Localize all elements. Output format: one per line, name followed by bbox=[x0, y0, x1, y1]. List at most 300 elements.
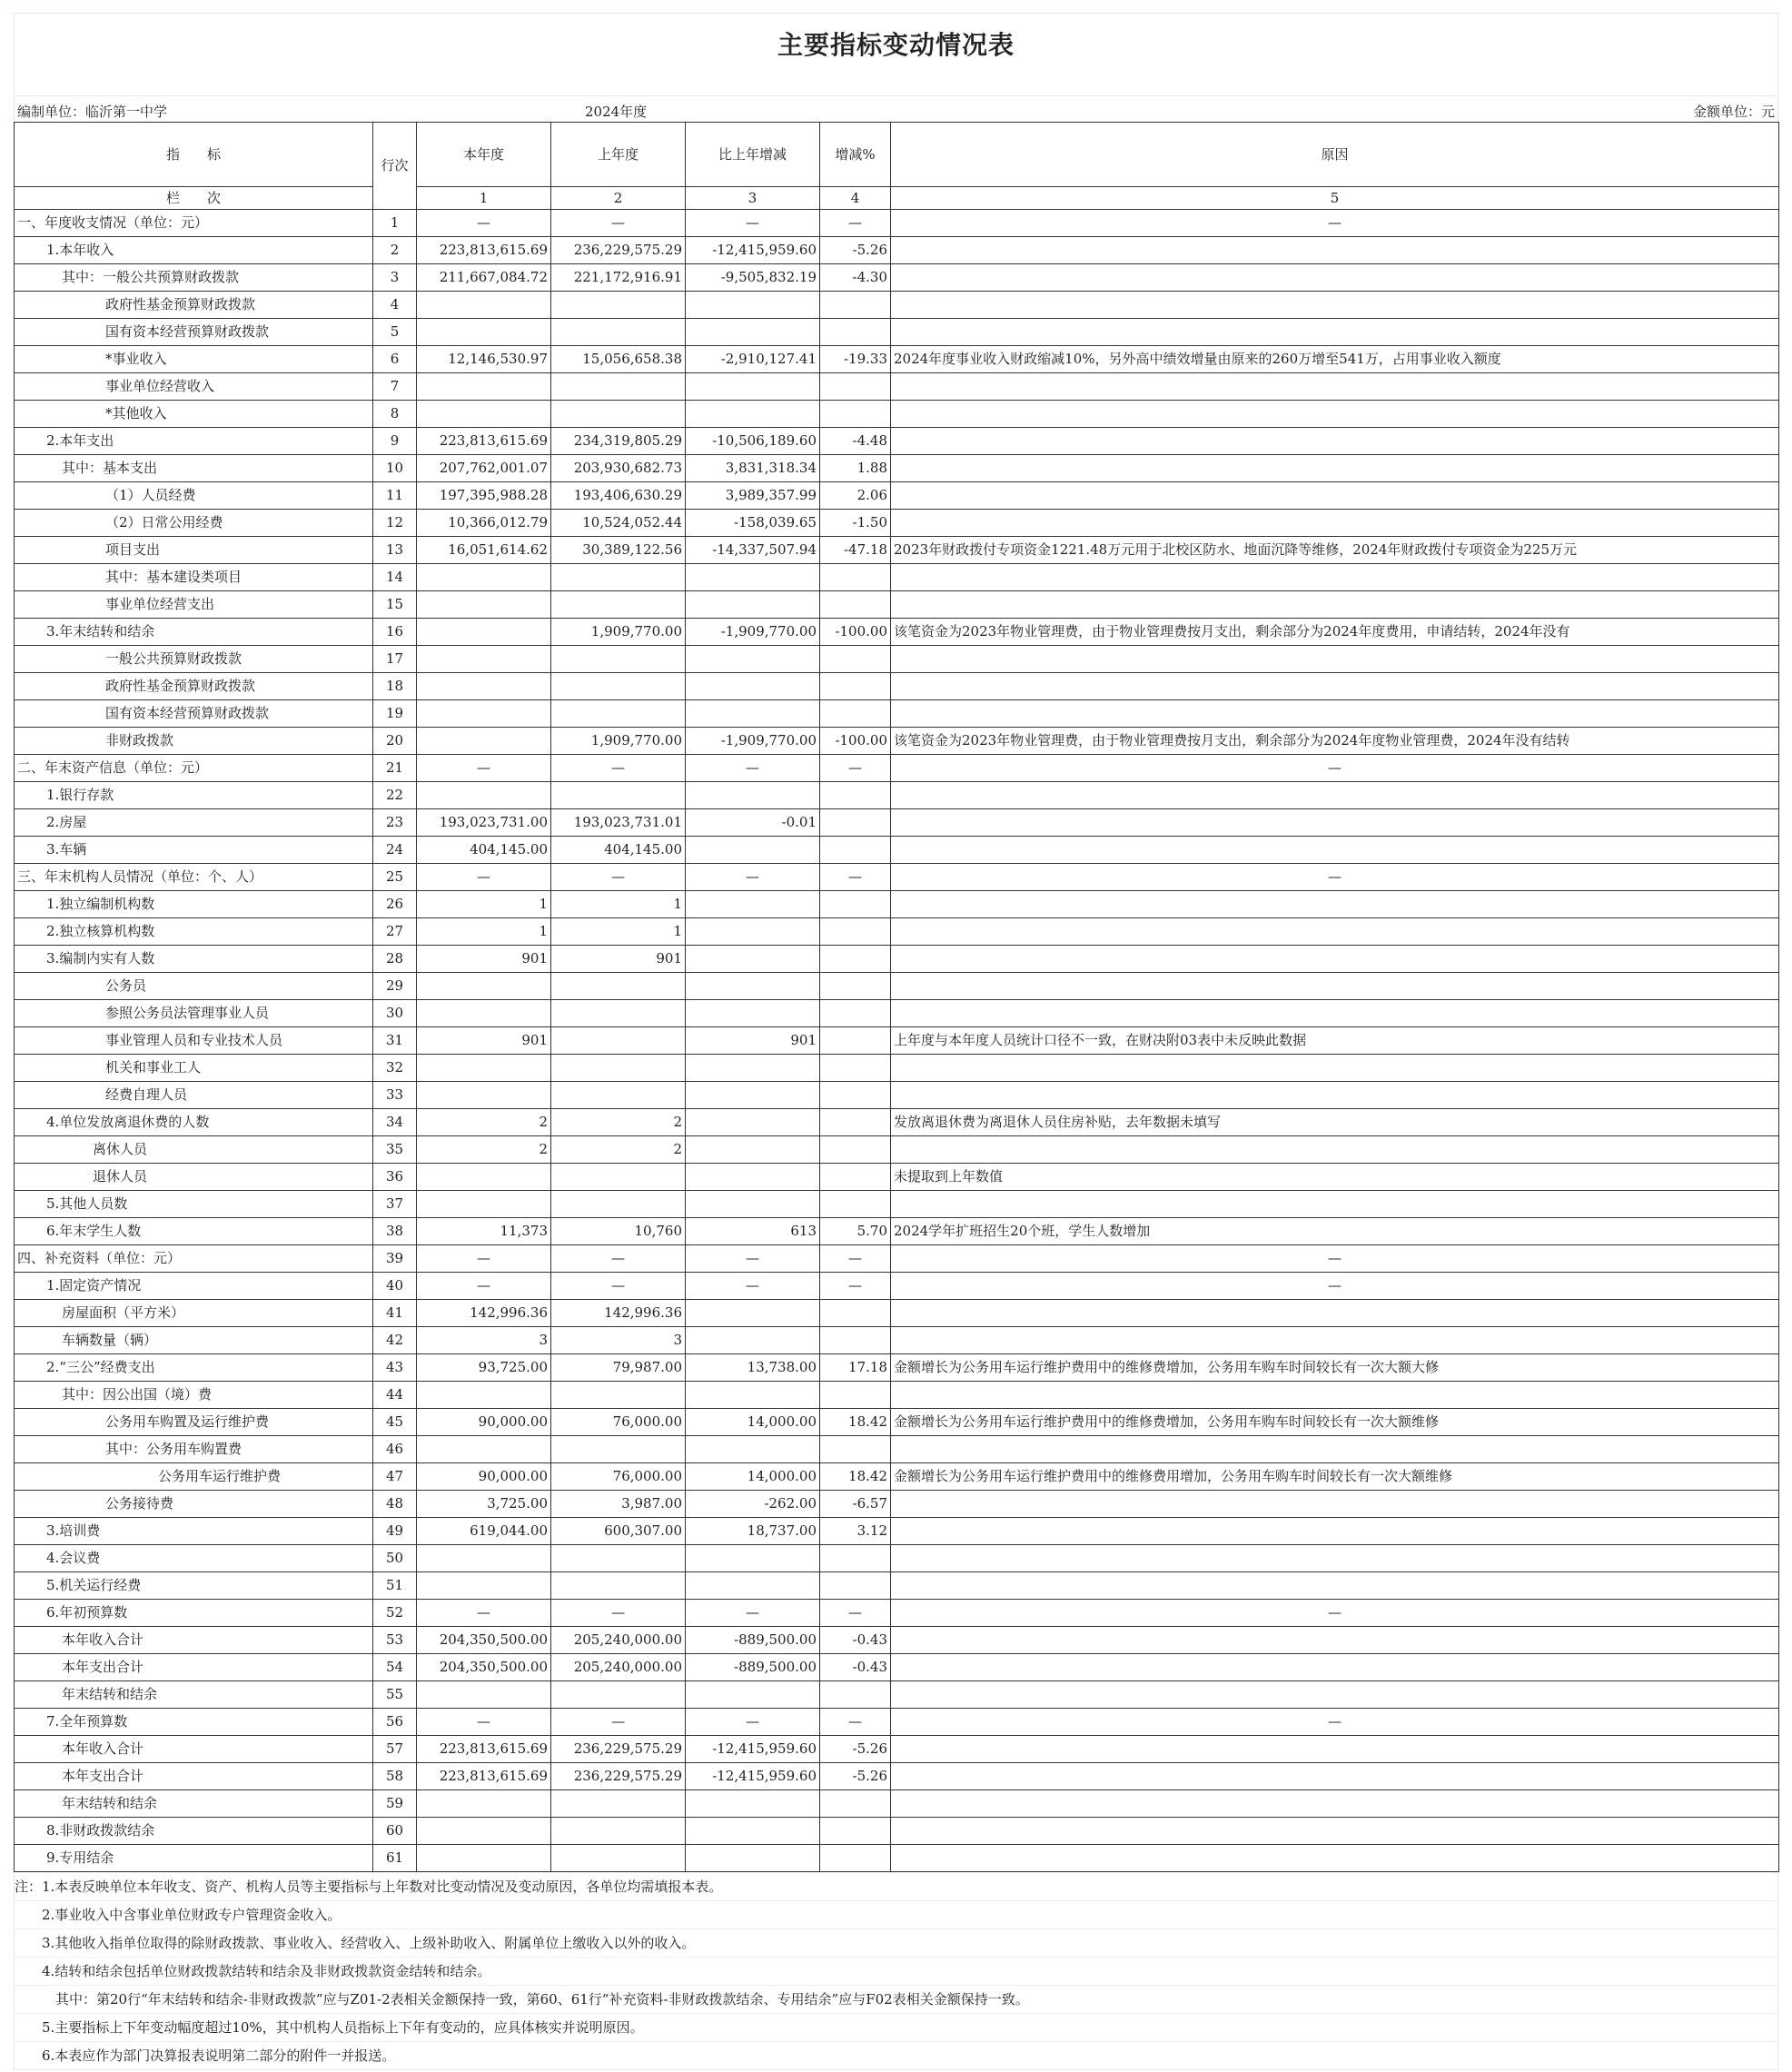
table-row bbox=[15, 482, 1779, 510]
change-pct-cell bbox=[820, 1191, 891, 1218]
header-reason: 原因 bbox=[891, 123, 1779, 187]
current-year-cell: 3 bbox=[417, 1327, 551, 1354]
row-number-cell: 50 bbox=[373, 1545, 417, 1572]
current-year-cell: 16,051,614.62 bbox=[417, 537, 551, 564]
change-cell bbox=[686, 1164, 820, 1191]
table-row bbox=[15, 1055, 1779, 1082]
previous-year-cell: 3,987.00 bbox=[551, 1491, 686, 1518]
table-row bbox=[15, 537, 1779, 564]
row-number-cell: 7 bbox=[373, 373, 417, 401]
reason-cell bbox=[891, 1627, 1779, 1654]
reason-cell: 上年度与本年度人员统计口径不一致，在财决附03表中未反映此数据 bbox=[891, 1027, 1779, 1055]
previous-year-cell bbox=[551, 401, 686, 428]
table-row bbox=[15, 373, 1779, 401]
header-indicator: 指 标 bbox=[15, 123, 373, 187]
previous-year-cell: 193,023,731.01 bbox=[551, 809, 686, 837]
indicator-cell: 政府性基金预算财政拨款 bbox=[15, 673, 373, 700]
row-number-cell: 30 bbox=[373, 1000, 417, 1027]
previous-year-cell: 1 bbox=[551, 891, 686, 918]
current-year-cell bbox=[417, 564, 551, 591]
indicator-cell: （1）人员经费 bbox=[15, 482, 373, 510]
change-pct-cell bbox=[820, 918, 891, 946]
change-pct-cell bbox=[820, 1027, 891, 1055]
reason-cell bbox=[891, 1572, 1779, 1600]
previous-year-cell bbox=[551, 1572, 686, 1600]
indicator-cell: 事业管理人员和专业技术人员 bbox=[15, 1027, 373, 1055]
table-row bbox=[15, 1545, 1779, 1572]
table-row bbox=[15, 591, 1779, 619]
reason-cell bbox=[891, 700, 1779, 728]
change-pct-cell bbox=[820, 646, 891, 673]
current-year-cell bbox=[417, 319, 551, 346]
table-row bbox=[15, 1136, 1779, 1164]
previous-year-cell bbox=[551, 564, 686, 591]
table-row bbox=[15, 264, 1779, 292]
previous-year-cell bbox=[551, 1818, 686, 1845]
indicator-cell: 其中：因公出国（境）费 bbox=[15, 1382, 373, 1409]
previous-year-cell bbox=[551, 1000, 686, 1027]
reason-cell bbox=[891, 1491, 1779, 1518]
table-header-row bbox=[15, 123, 1779, 187]
reason-cell bbox=[891, 237, 1779, 264]
change-cell bbox=[686, 1191, 820, 1218]
current-year-cell bbox=[417, 1681, 551, 1709]
row-number-cell: 1 bbox=[373, 210, 417, 237]
indicator-cell: 6.年初预算数 bbox=[15, 1600, 373, 1627]
change-cell bbox=[686, 1382, 820, 1409]
change-pct-cell bbox=[820, 1545, 891, 1572]
row-number-cell: 22 bbox=[373, 782, 417, 809]
current-year-cell: 223,813,615.69 bbox=[417, 428, 551, 455]
change-cell bbox=[686, 1790, 820, 1818]
previous-year-cell bbox=[551, 1790, 686, 1818]
indicator-cell: 4.单位发放离退休费的人数 bbox=[15, 1109, 373, 1136]
indicator-cell: 房屋面积（平方米） bbox=[15, 1300, 373, 1327]
indicator-cell: 1.本年收入 bbox=[15, 237, 373, 264]
row-number-cell: 27 bbox=[373, 918, 417, 946]
row-number-cell: 60 bbox=[373, 1818, 417, 1845]
change-cell bbox=[686, 946, 820, 973]
current-year-cell: 12,146,530.97 bbox=[417, 346, 551, 373]
change-pct-cell bbox=[820, 1000, 891, 1027]
current-year-cell: 93,725.00 bbox=[417, 1354, 551, 1382]
change-cell bbox=[686, 591, 820, 619]
table-row bbox=[15, 1082, 1779, 1109]
table-row bbox=[15, 673, 1779, 700]
row-number-cell: 54 bbox=[373, 1654, 417, 1681]
current-year-cell: 204,350,500.00 bbox=[417, 1627, 551, 1654]
change-pct-cell: -5.26 bbox=[820, 237, 891, 264]
row-number-cell: 17 bbox=[373, 646, 417, 673]
previous-year-cell: 10,760 bbox=[551, 1218, 686, 1245]
previous-year-cell bbox=[551, 1055, 686, 1082]
reason-cell bbox=[891, 1382, 1779, 1409]
indicator-cell: 年末结转和结余 bbox=[15, 1681, 373, 1709]
row-number-cell: 56 bbox=[373, 1709, 417, 1736]
table-row bbox=[15, 864, 1779, 891]
header-change-pct: 增减% bbox=[820, 123, 891, 187]
current-year-cell: 223,813,615.69 bbox=[417, 237, 551, 264]
current-year-cell bbox=[417, 700, 551, 728]
current-year-cell bbox=[417, 1164, 551, 1191]
indicator-cell: *其他收入 bbox=[15, 401, 373, 428]
indicator-cell: 项目支出 bbox=[15, 537, 373, 564]
change-pct-cell bbox=[820, 1055, 891, 1082]
row-number-cell: 11 bbox=[373, 482, 417, 510]
currency-unit: 金额单位：元 bbox=[1692, 104, 1775, 120]
change-cell bbox=[686, 646, 820, 673]
reason-cell bbox=[891, 973, 1779, 1000]
row-number-cell: 21 bbox=[373, 755, 417, 782]
table-row bbox=[15, 1790, 1779, 1818]
current-year-cell bbox=[417, 1382, 551, 1409]
previous-year-cell: 1,909,770.00 bbox=[551, 728, 686, 755]
table-row bbox=[15, 646, 1779, 673]
reason-cell bbox=[891, 1055, 1779, 1082]
change-pct-cell: -100.00 bbox=[820, 728, 891, 755]
reason-cell bbox=[891, 891, 1779, 918]
change-cell: -158,039.65 bbox=[686, 510, 820, 537]
current-year-cell: 11,373 bbox=[417, 1218, 551, 1245]
reason-cell bbox=[891, 1654, 1779, 1681]
current-year-cell bbox=[417, 782, 551, 809]
previous-year-cell: 600,307.00 bbox=[551, 1518, 686, 1545]
current-year-cell: — bbox=[417, 1273, 551, 1300]
change-cell: -0.01 bbox=[686, 809, 820, 837]
reason-cell bbox=[891, 292, 1779, 319]
previous-year-cell: 236,229,575.29 bbox=[551, 1763, 686, 1790]
change-pct-cell: -4.30 bbox=[820, 264, 891, 292]
previous-year-cell: 142,996.36 bbox=[551, 1300, 686, 1327]
change-cell: — bbox=[686, 1245, 820, 1273]
change-pct-cell: -5.26 bbox=[820, 1763, 891, 1790]
footnotes bbox=[14, 1872, 1778, 2070]
indicator-table bbox=[14, 122, 1779, 1872]
change-cell bbox=[686, 373, 820, 401]
reason-cell bbox=[891, 1300, 1779, 1327]
previous-year-cell bbox=[551, 1545, 686, 1572]
change-cell bbox=[686, 1572, 820, 1600]
previous-year-cell: 15,056,658.38 bbox=[551, 346, 686, 373]
change-cell: -1,909,770.00 bbox=[686, 619, 820, 646]
reason-cell bbox=[891, 1681, 1779, 1709]
blank-row bbox=[14, 68, 1778, 96]
footnote-line: 4.结转和结余包括单位财政拨款结转和结余及非财政拨款资金结转和结余。 bbox=[15, 1957, 1777, 1985]
indicator-cell: 公务接待费 bbox=[15, 1491, 373, 1518]
table-row bbox=[15, 1709, 1779, 1736]
previous-year-cell: 404,145.00 bbox=[551, 837, 686, 864]
change-cell: 18,737.00 bbox=[686, 1518, 820, 1545]
row-number-cell: 55 bbox=[373, 1681, 417, 1709]
reason-cell: 金额增长为公务用车运行维护费用中的维修费用增加，公务用车购车时间较长有一次大额维修 bbox=[891, 1463, 1779, 1491]
reason-cell bbox=[891, 1436, 1779, 1463]
row-number-cell: 4 bbox=[373, 292, 417, 319]
change-cell: — bbox=[686, 1273, 820, 1300]
reason-cell: 2023年财政拨付专项资金1221.48万元用于北校区防水、地面沉降等维修，2024年财政拨付专项资金为225万元 bbox=[891, 537, 1779, 564]
indicator-cell: 事业单位经营收入 bbox=[15, 373, 373, 401]
report-year: 2024年度 bbox=[585, 104, 648, 120]
reason-cell bbox=[891, 809, 1779, 837]
previous-year-cell: 234,319,805.29 bbox=[551, 428, 686, 455]
table-row bbox=[15, 210, 1779, 237]
change-cell: -14,337,507.94 bbox=[686, 537, 820, 564]
change-cell bbox=[686, 564, 820, 591]
change-pct-cell: -0.43 bbox=[820, 1627, 891, 1654]
change-cell: -10,506,189.60 bbox=[686, 428, 820, 455]
indicator-cell: 一、年度收支情况（单位：元） bbox=[15, 210, 373, 237]
footnote-line: 注：1.本表反映单位本年收支、资产、机构人员等主要指标与上年数对比变动情况及变动原因，各单位均需填报本表。 bbox=[15, 1872, 1777, 1900]
change-pct-cell: — bbox=[820, 1273, 891, 1300]
current-year-cell: 90,000.00 bbox=[417, 1463, 551, 1491]
change-pct-cell: -5.26 bbox=[820, 1736, 891, 1763]
previous-year-cell bbox=[551, 973, 686, 1000]
current-year-cell: 2 bbox=[417, 1136, 551, 1164]
row-number-cell: 24 bbox=[373, 837, 417, 864]
indicator-cell: 二、年末资产信息（单位：元） bbox=[15, 755, 373, 782]
row-number-cell: 38 bbox=[373, 1218, 417, 1245]
change-pct-cell: — bbox=[820, 1245, 891, 1273]
indicator-cell: 政府性基金预算财政拨款 bbox=[15, 292, 373, 319]
column-number-row bbox=[15, 187, 1779, 210]
previous-year-cell: — bbox=[551, 1273, 686, 1300]
table-row bbox=[15, 1818, 1779, 1845]
report-title: 主要指标变动情况表 bbox=[14, 13, 1778, 68]
meta-row bbox=[14, 96, 1778, 122]
indicator-cell: 1.独立编制机构数 bbox=[15, 891, 373, 918]
table-row bbox=[15, 1654, 1779, 1681]
change-cell: 3,989,357.99 bbox=[686, 482, 820, 510]
change-cell bbox=[686, 1845, 820, 1872]
row-number-cell: 29 bbox=[373, 973, 417, 1000]
row-number-cell: 2 bbox=[373, 237, 417, 264]
reason-cell bbox=[891, 455, 1779, 482]
column-number: 3 bbox=[686, 187, 820, 210]
current-year-cell bbox=[417, 619, 551, 646]
change-pct-cell: 18.42 bbox=[820, 1409, 891, 1436]
current-year-cell: 1 bbox=[417, 891, 551, 918]
change-pct-cell bbox=[820, 319, 891, 346]
table-row bbox=[15, 918, 1779, 946]
reason-cell: — bbox=[891, 864, 1779, 891]
previous-year-cell bbox=[551, 373, 686, 401]
indicator-cell: 7.全年预算数 bbox=[15, 1709, 373, 1736]
previous-year-cell: 76,000.00 bbox=[551, 1463, 686, 1491]
change-cell bbox=[686, 891, 820, 918]
change-pct-cell: 17.18 bbox=[820, 1354, 891, 1382]
reason-cell: — bbox=[891, 1709, 1779, 1736]
table-body bbox=[15, 210, 1779, 1872]
current-year-cell bbox=[417, 1845, 551, 1872]
reason-cell bbox=[891, 1136, 1779, 1164]
indicator-cell: 5.机关运行经费 bbox=[15, 1572, 373, 1600]
change-pct-cell: 5.70 bbox=[820, 1218, 891, 1245]
change-pct-cell: — bbox=[820, 755, 891, 782]
change-cell bbox=[686, 292, 820, 319]
table-row bbox=[15, 455, 1779, 482]
row-number-cell: 35 bbox=[373, 1136, 417, 1164]
reason-cell: — bbox=[891, 210, 1779, 237]
row-number-cell: 5 bbox=[373, 319, 417, 346]
indicator-cell: 一般公共预算财政拨款 bbox=[15, 646, 373, 673]
row-number-cell: 53 bbox=[373, 1627, 417, 1654]
table-row bbox=[15, 1491, 1779, 1518]
change-pct-cell bbox=[820, 1436, 891, 1463]
row-number-cell: 3 bbox=[373, 264, 417, 292]
current-year-cell: 197,395,988.28 bbox=[417, 482, 551, 510]
previous-year-cell bbox=[551, 319, 686, 346]
previous-year-cell bbox=[551, 1382, 686, 1409]
row-number-cell: 12 bbox=[373, 510, 417, 537]
row-number-cell: 58 bbox=[373, 1763, 417, 1790]
indicator-cell: 2.本年支出 bbox=[15, 428, 373, 455]
current-year-cell bbox=[417, 1545, 551, 1572]
row-number-cell: 15 bbox=[373, 591, 417, 619]
change-cell: 13,738.00 bbox=[686, 1354, 820, 1382]
table-row bbox=[15, 700, 1779, 728]
change-cell: — bbox=[686, 864, 820, 891]
change-cell: — bbox=[686, 210, 820, 237]
indicator-cell: 1.银行存款 bbox=[15, 782, 373, 809]
table-row bbox=[15, 946, 1779, 973]
indicator-cell: 非财政拨款 bbox=[15, 728, 373, 755]
previous-year-cell: 236,229,575.29 bbox=[551, 237, 686, 264]
indicator-cell: 3.车辆 bbox=[15, 837, 373, 864]
change-cell bbox=[686, 1818, 820, 1845]
indicator-cell: *事业收入 bbox=[15, 346, 373, 373]
previous-year-cell bbox=[551, 673, 686, 700]
indicator-cell: 公务用车运行维护费 bbox=[15, 1463, 373, 1491]
table-row bbox=[15, 1845, 1779, 1872]
change-pct-cell bbox=[820, 809, 891, 837]
table-row bbox=[15, 510, 1779, 537]
change-pct-cell bbox=[820, 946, 891, 973]
column-number: 1 bbox=[417, 187, 551, 210]
table-row bbox=[15, 782, 1779, 809]
current-year-cell: 211,667,084.72 bbox=[417, 264, 551, 292]
reason-cell bbox=[891, 1191, 1779, 1218]
indicator-cell: 5.其他人员数 bbox=[15, 1191, 373, 1218]
table-row bbox=[15, 1518, 1779, 1545]
previous-year-cell bbox=[551, 1164, 686, 1191]
indicator-cell: 国有资本经营预算财政拨款 bbox=[15, 319, 373, 346]
previous-year-cell bbox=[551, 1082, 686, 1109]
indicator-cell: 公务员 bbox=[15, 973, 373, 1000]
change-pct-cell bbox=[820, 1681, 891, 1709]
row-number-cell: 59 bbox=[373, 1790, 417, 1818]
previous-year-cell: 221,172,916.91 bbox=[551, 264, 686, 292]
table-row bbox=[15, 401, 1779, 428]
row-number-cell: 20 bbox=[373, 728, 417, 755]
current-year-cell: — bbox=[417, 755, 551, 782]
current-year-cell bbox=[417, 401, 551, 428]
table-row bbox=[15, 728, 1779, 755]
indicator-cell: 国有资本经营预算财政拨款 bbox=[15, 700, 373, 728]
reason-cell: 发放离退休费为离退休人员住房补贴，去年数据未填写 bbox=[891, 1109, 1779, 1136]
change-cell bbox=[686, 319, 820, 346]
change-pct-cell: — bbox=[820, 210, 891, 237]
reason-cell bbox=[891, 591, 1779, 619]
row-number-cell: 14 bbox=[373, 564, 417, 591]
row-number-cell: 45 bbox=[373, 1409, 417, 1436]
indicator-cell: 退休人员 bbox=[15, 1164, 373, 1191]
header-previous-year: 上年度 bbox=[551, 123, 686, 187]
current-year-cell: — bbox=[417, 864, 551, 891]
reason-cell bbox=[891, 646, 1779, 673]
table-row bbox=[15, 1327, 1779, 1354]
change-cell bbox=[686, 1136, 820, 1164]
current-year-cell bbox=[417, 1436, 551, 1463]
row-number-cell: 31 bbox=[373, 1027, 417, 1055]
reason-cell bbox=[891, 373, 1779, 401]
current-year-cell bbox=[417, 373, 551, 401]
table-row bbox=[15, 1436, 1779, 1463]
column-label: 栏 次 bbox=[15, 187, 373, 210]
previous-year-cell: 79,987.00 bbox=[551, 1354, 686, 1382]
reason-cell: 2024学年扩班招生20个班，学生人数增加 bbox=[891, 1218, 1779, 1245]
row-number-cell: 42 bbox=[373, 1327, 417, 1354]
table-row bbox=[15, 319, 1779, 346]
previous-year-cell: 76,000.00 bbox=[551, 1409, 686, 1436]
change-cell: 901 bbox=[686, 1027, 820, 1055]
table-row bbox=[15, 1300, 1779, 1327]
footnote-line: 2.事业收入中含事业单位财政专户管理资金收入。 bbox=[15, 1900, 1777, 1928]
indicator-cell: 3.编制内实有人数 bbox=[15, 946, 373, 973]
change-pct-cell: 2.06 bbox=[820, 482, 891, 510]
indicator-cell: 公务用车购置及运行维护费 bbox=[15, 1409, 373, 1436]
current-year-cell: 10,366,012.79 bbox=[417, 510, 551, 537]
current-year-cell: — bbox=[417, 210, 551, 237]
previous-year-cell: 193,406,630.29 bbox=[551, 482, 686, 510]
row-number-cell: 47 bbox=[373, 1463, 417, 1491]
change-cell: -262.00 bbox=[686, 1491, 820, 1518]
change-cell bbox=[686, 673, 820, 700]
row-number-cell: 19 bbox=[373, 700, 417, 728]
reason-cell: 2024年度事业收入财政缩减10%，另外高中绩效增量由原来的260万增至541万，占用事业收入额度 bbox=[891, 346, 1779, 373]
change-cell: 14,000.00 bbox=[686, 1463, 820, 1491]
row-number-cell: 57 bbox=[373, 1736, 417, 1763]
row-number-cell: 13 bbox=[373, 537, 417, 564]
reason-cell bbox=[891, 673, 1779, 700]
change-pct-cell: -0.43 bbox=[820, 1654, 891, 1681]
row-number-cell: 49 bbox=[373, 1518, 417, 1545]
change-pct-cell bbox=[820, 292, 891, 319]
indicator-cell: 四、补充资料（单位：元） bbox=[15, 1245, 373, 1273]
change-pct-cell: -6.57 bbox=[820, 1491, 891, 1518]
row-number-cell: 48 bbox=[373, 1491, 417, 1518]
reason-cell bbox=[891, 1000, 1779, 1027]
current-year-cell: 193,023,731.00 bbox=[417, 809, 551, 837]
previous-year-cell bbox=[551, 1436, 686, 1463]
row-number-cell: 28 bbox=[373, 946, 417, 973]
row-number-cell: 61 bbox=[373, 1845, 417, 1872]
change-cell: -2,910,127.41 bbox=[686, 346, 820, 373]
change-pct-cell bbox=[820, 1136, 891, 1164]
row-number-cell: 23 bbox=[373, 809, 417, 837]
change-cell bbox=[686, 401, 820, 428]
change-cell: -889,500.00 bbox=[686, 1654, 820, 1681]
table-row bbox=[15, 1463, 1779, 1491]
indicator-cell: 经费自理人员 bbox=[15, 1082, 373, 1109]
reason-cell bbox=[891, 428, 1779, 455]
table-row bbox=[15, 1000, 1779, 1027]
indicator-cell: 其中：一般公共预算财政拨款 bbox=[15, 264, 373, 292]
change-cell: 14,000.00 bbox=[686, 1409, 820, 1436]
row-number-cell: 40 bbox=[373, 1273, 417, 1300]
reason-cell: 金额增长为公务用车运行维护费用中的维修费增加，公务用车购车时间较长有一次大额大修 bbox=[891, 1354, 1779, 1382]
table-row bbox=[15, 1382, 1779, 1409]
previous-year-cell: 1,909,770.00 bbox=[551, 619, 686, 646]
previous-year-cell bbox=[551, 700, 686, 728]
